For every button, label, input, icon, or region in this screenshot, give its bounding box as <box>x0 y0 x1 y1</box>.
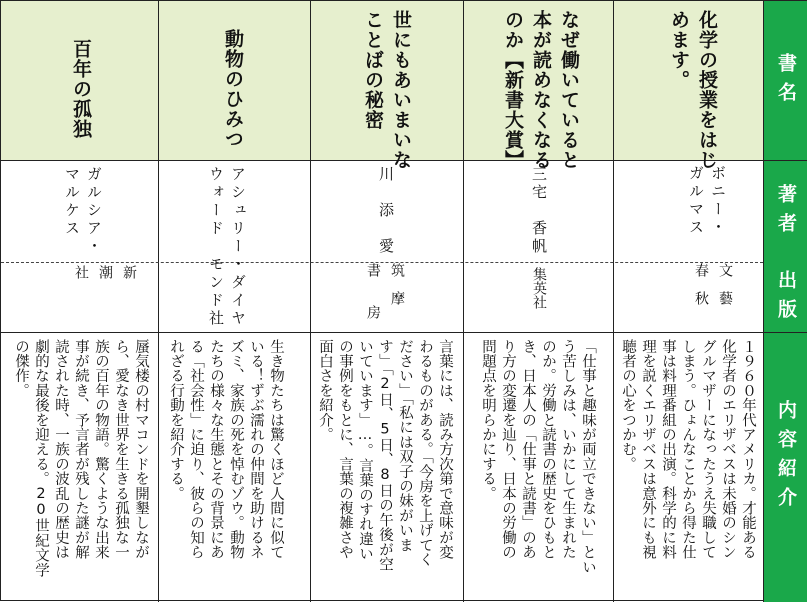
header-content-cell <box>763 332 807 602</box>
column-divider <box>158 1 159 602</box>
book-5-publisher: 新 潮 社 <box>73 265 137 279</box>
header-author-cell <box>763 160 807 262</box>
book-1-author: ボニー・ ガルマス <box>687 165 727 237</box>
book-1-publisher: 文 藝 春 秋 <box>693 263 733 305</box>
book-2-author: 三宅 香帆 <box>530 166 548 256</box>
book-1-description: １９６０年代アメリカ。才能ある 化学者のエリザベスは未婚のシン グルマザーになったうえ失職して しまう。ひょんなことから得た仕 事は料理番組の出演。科学的に料 理を説くエリザベスは意外にも視 聴者の心をつかむ。 <box>620 339 756 560</box>
book-2-description: 「仕事と趣味が両立できない」とい う苦しみは、いかにして生まれた のか。労働と読書の歴史をひもと き、日本人の「仕事と読書」のあ り方の変遷を辿り、日本の労働の 問題点を明らかにする。 <box>480 339 596 575</box>
row-divider <box>1 332 807 333</box>
book-5-author: ガルシア・ マルケス <box>63 166 103 256</box>
column-divider <box>310 1 311 602</box>
book-3-description: 言葉には、読み方次第で意味が変 わるものがある。「今房を上げてく ださい」「私には双子の妹がいま す」「2日、5日、8日の午後が空 いています」…。言葉のすれ違い の事例をもとに、言葉の複雑さや 面白さを紹介。 <box>317 339 453 572</box>
header-content: 内容紹介 <box>775 400 797 516</box>
book-3-author: 川 添 愛 <box>377 166 395 256</box>
header-title: 書名 <box>775 53 797 111</box>
book-3-title: 世にもあいまいな ことばの秘密 <box>362 10 412 170</box>
header-publisher: 出版 <box>775 270 797 328</box>
book-1-title: 化学の授業をはじ めます。 <box>668 10 718 170</box>
header-author: 著者 <box>775 184 797 242</box>
book-2-publisher: 集英社 <box>531 267 547 309</box>
header-title-cell <box>763 1 807 160</box>
header-publisher-cell <box>763 262 807 332</box>
column-divider <box>763 1 764 602</box>
book-5-title: 百年の孤独 <box>70 39 92 139</box>
book-2-title: なぜ働いていると 本が読めなくなる のか【新書大賞】 <box>502 10 580 170</box>
column-divider <box>463 1 464 602</box>
book-4-author: アシュリー・ダイヤ ウォード モンド社 <box>207 166 247 328</box>
column-divider <box>613 1 614 602</box>
book-4-title: 動物のひみつ <box>222 29 244 149</box>
book-5-description: 蜃気楼の村マコンドを開墾しなが ら、愛なき世界を生きる孤独な一 族の百年の物語。驚くような出来 事が続き、予言者が残した謎が解 読された時、一族の波乱の歴史は 劇的な最後を迎える。20世紀文学 の傑作。 <box>13 339 149 578</box>
book-4-description: 生き物たちは驚くほど人間に似て いる！ずぶ濡れの仲間を助けるネ ズミ、家族の死を悼むゾウ。動物 たちの様々な生態とその背景にあ る「社会性」に迫り、彼らの知ら れざる行動を紹介する。 <box>168 339 284 560</box>
book-3-publisher: 筑 摩 書 房 <box>365 263 405 319</box>
